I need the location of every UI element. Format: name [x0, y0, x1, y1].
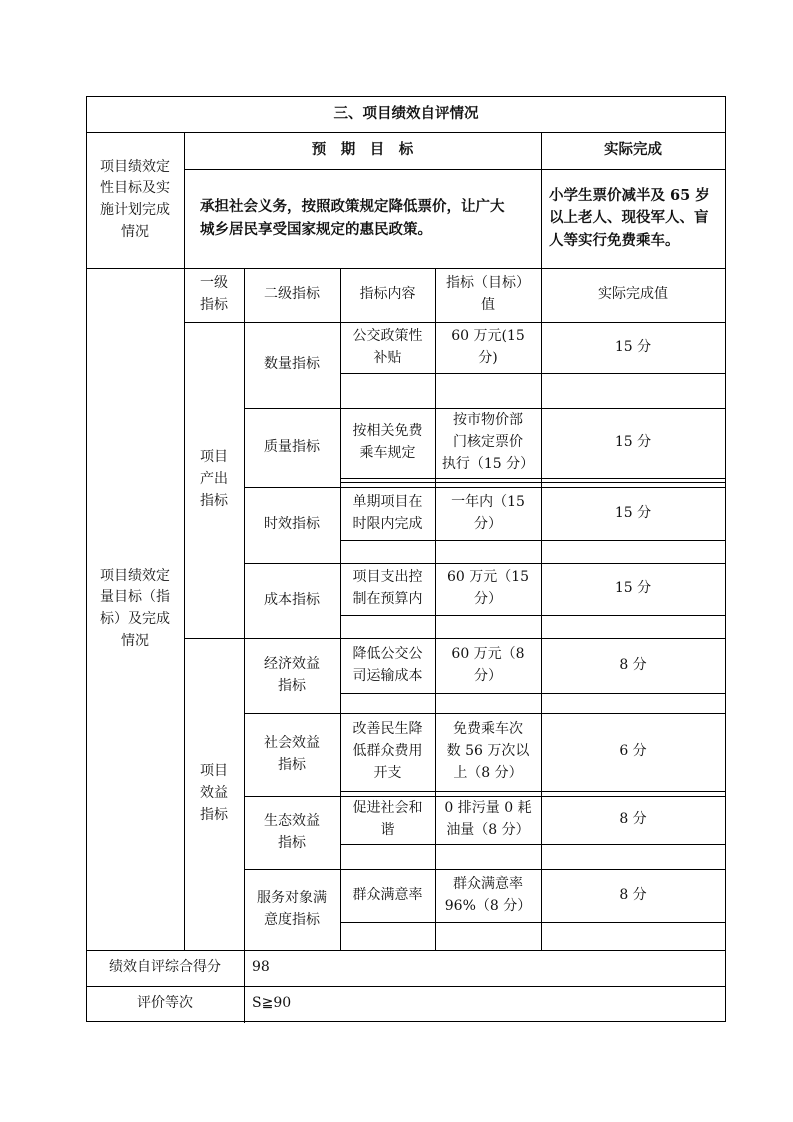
content-cell: 公交政策性 补贴: [352, 327, 423, 366]
actual-cell: 8 分: [619, 811, 647, 828]
content-cell: 群众满意率: [352, 886, 423, 903]
header-target: 指标（目标） 值: [446, 275, 530, 313]
actual-cell: 8 分: [619, 886, 647, 903]
content-cell: 改善民生降 低群众费用 开支: [352, 721, 423, 781]
table-border-right: [725, 96, 726, 1022]
sub-row-divider: [340, 482, 726, 483]
expected-goal-text: 承担社会义务，按照政策规定降低票价，让广大 城乡居民享受国家规定的惠民政策。: [200, 198, 505, 238]
level2-cell: 社会效益 指标: [264, 734, 320, 773]
actual-cell: 6 分: [619, 743, 647, 760]
content-cell: 项目支出控 制在预算内: [352, 569, 423, 607]
qualitative-label: 项目绩效定 性目标及实 施计划完成 情况: [100, 158, 170, 240]
sub-row-divider: [340, 540, 726, 541]
target-cell: 0 排污量 0 耗 油量（8 分）: [444, 800, 532, 838]
header-level1: 一级 指标: [200, 275, 228, 313]
content-cell: 按相关免费 乘车规定: [352, 423, 423, 461]
level2-cell: 生态效益 指标: [264, 812, 320, 851]
target-cell: 60 万元（15 分）: [446, 569, 530, 607]
expected-goal-header: 预 期 目 标: [311, 141, 414, 159]
target-cell: 按市物价部 门核定票价 执行（15 分）: [441, 412, 535, 472]
actual-completion-text: 小学生票价减半及 65 岁 以上老人、现役军人、盲 人等实行免费乘车。: [549, 186, 710, 249]
actual-cell: 15 分: [614, 434, 652, 451]
level2-cell: 服务对象满 意度指标: [257, 889, 327, 928]
actual-cell: 15 分: [614, 580, 652, 597]
actual-cell: 15 分: [614, 338, 652, 355]
sub-row-divider: [340, 615, 726, 616]
sub-row-divider: [340, 844, 726, 845]
table-border-bottom: [86, 1021, 726, 1022]
actual-completion-header: 实际完成: [604, 141, 662, 159]
content-cell: 促进社会和 谐: [352, 800, 423, 838]
header-level2: 二级指标: [264, 286, 320, 303]
content-cell: 降低公交公 司运输成本: [352, 645, 423, 684]
target-cell: 免费乘车次 数 56 万次以 上（8 分）: [446, 721, 530, 781]
target-cell: 群众满意率 96%（8 分）: [444, 875, 532, 914]
header-content: 指标内容: [359, 286, 416, 303]
quantitative-label: 项目绩效定 量目标（指 标）及完成 情况: [100, 567, 170, 649]
level2-cell: 质量指标: [264, 438, 320, 455]
group-output-label: 项目 产出 指标: [200, 449, 228, 509]
actual-cell: 8 分: [619, 656, 647, 673]
sub-row-divider: [340, 922, 726, 923]
target-cell: 60 万元(15 分): [451, 327, 525, 366]
level2-cell: 数量指标: [264, 356, 320, 373]
actual-cell: 15 分: [614, 504, 652, 521]
score-value: 98: [252, 959, 270, 976]
sub-row-divider: [340, 791, 726, 792]
grade-label: 评价等次: [137, 994, 193, 1011]
grade-value: S≧90: [252, 994, 292, 1011]
level2-cell: 经济效益 指标: [264, 655, 320, 694]
sub-row-divider: [340, 373, 726, 374]
header-actual: 实际完成值: [598, 286, 668, 303]
target-cell: 60 万元（8 分）: [451, 645, 525, 684]
section-title: 三、项目绩效自评情况: [333, 104, 479, 122]
group-benefit-label: 项目 效益 指标: [200, 763, 228, 823]
score-label: 绩效自评综合得分: [109, 959, 221, 976]
content-cell: 单期项目在 时限内完成: [352, 493, 423, 532]
sub-row-divider: [340, 693, 726, 694]
level2-cell: 时效指标: [264, 516, 320, 533]
level2-cell: 成本指标: [264, 591, 320, 608]
sub-row-divider: [340, 478, 726, 479]
target-cell: 一年内（15 分）: [451, 493, 525, 532]
